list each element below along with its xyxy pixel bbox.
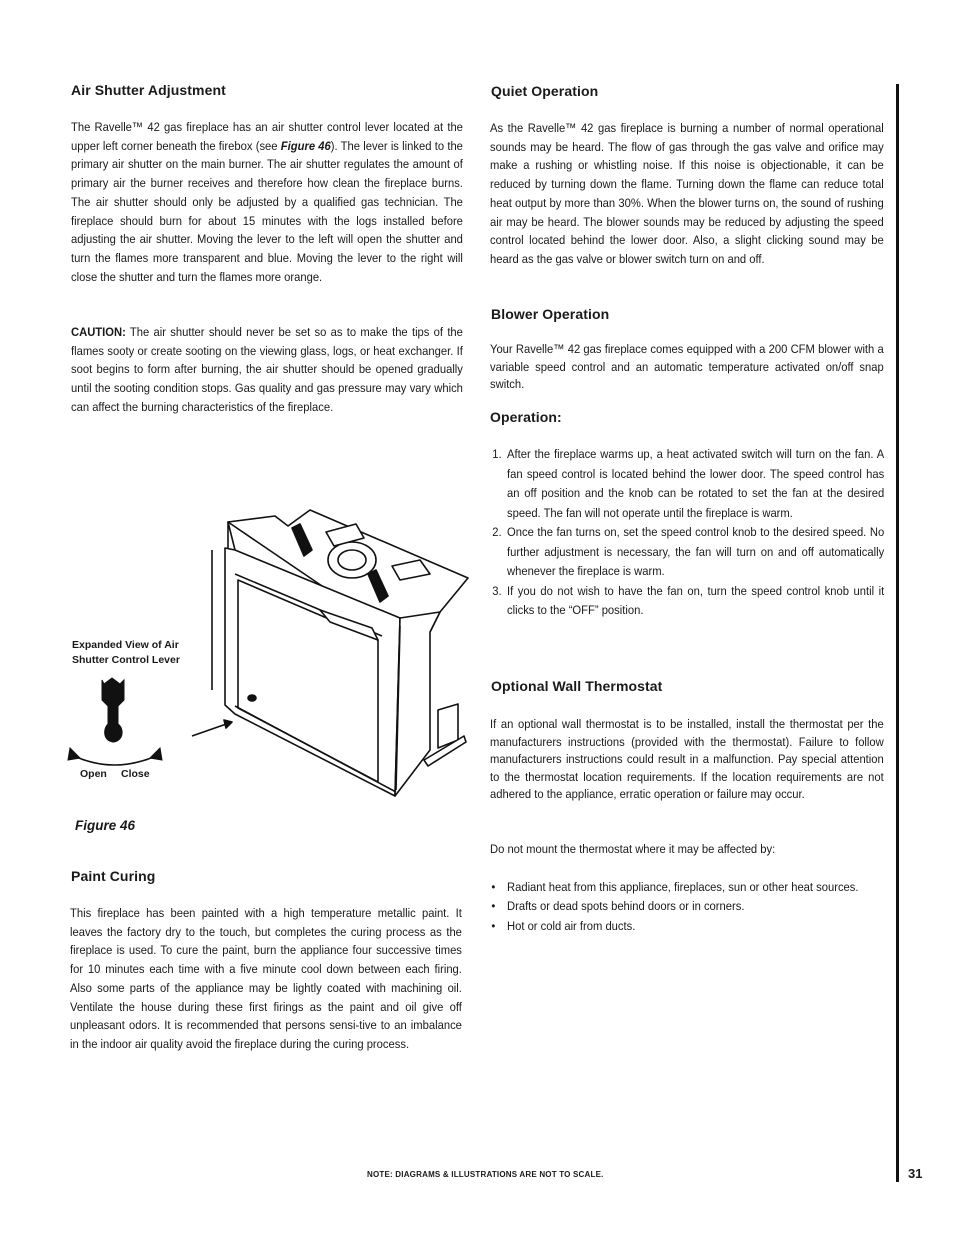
air-shutter-lever-diagram	[64, 676, 174, 768]
air-shutter-heading: Air Shutter Adjustment	[71, 82, 226, 98]
open-arrow-icon	[68, 748, 80, 760]
thermostat-paragraph: If an optional wall thermostat is to be installed, install the thermostat per the manufacturers instructions (provided with the thermostat). Failure to follow manufacturers instructions could result in a malfunction. Pay special attention to the thermostat location requirements. If the location requirements are not adhered to the appliance, erratic operation or failure may occur.	[490, 717, 884, 802]
paint-curing-paragraph: This fireplace has been painted with a high temperature metallic paint. It leaves the factory dry to the touch, but completes the curing process as the fireplace is used. To cure the paint, burn the appliance four successive times for 10 minutes each time with a five minute cool down between each firing. Also some parts of the appliance may be lightly coated with machining oil. Ventilate the house during these first firings as the paint and oil give off unpleasant odors. It is recommended that persons sensi-tive to an imbalance in the indoor air quality avoid the fireplace during the curing process.	[70, 906, 462, 1051]
figure-caption	[72, 638, 180, 667]
thermostat-heading: Optional Wall Thermostat	[491, 678, 663, 694]
footer-note: NOTE: DIAGRAMS & ILLUSTRATIONS ARE NOT TO SCALE.	[367, 1170, 604, 1179]
thermostat-warning-intro: Do not mount the thermostat where it may be affected by:	[490, 842, 776, 856]
figure-caption-line-2: Shutter Control Lever	[72, 653, 180, 666]
fireplace-right-side	[395, 612, 440, 796]
operation-step-1: 1. After the fireplace warms up, a heat activated switch will turn on the fan. A fan speed control is located behind the lower door. The speed control has an off position and the knob can be rotated to set the fan at the desired speed. The fan will not operate until the fireplace is warm.	[492, 447, 885, 520]
thermostat-bullet-1: • Radiant heat from this appliance, fireplaces, sun or other heat sources.	[491, 880, 859, 894]
figure-reference: Figure 46	[280, 138, 331, 153]
thermostat-bullet-3: • Hot or cold air from ducts.	[491, 918, 636, 933]
air-shutter-paragraph	[71, 118, 463, 286]
page-number: 31	[908, 1166, 923, 1181]
close-arrow-icon	[150, 748, 162, 760]
air-shutter-text-end: ). The lever is linked to the primary air shutter on the main burner. The air shutter regulates the amount of primary air the burner receives and therefore how clean the fireplace burns. The air shutter should only be adjusted by a qualified gas technician. The fireplace should burn for about 15 minutes with the logs installed before adjusting the air shutter. Moving the lever to the left will open the shutter and turn the flames more transparent and blue. Moving the lever to the right will close the shutter and turn the flames more orange.	[71, 138, 463, 284]
lever-handle-icon	[102, 678, 124, 742]
caution-paragraph	[71, 323, 463, 417]
thermostat-bullet-2: • Drafts or dead spots behind doors or in corners.	[491, 899, 745, 914]
operation-step-3: 3. If you do not wish to have the fan on, turn the speed control knob until it clicks to the “OFF” position.	[492, 583, 885, 617]
thermostat-bullet-list	[491, 878, 917, 936]
quiet-operation-heading: Quiet Operation	[491, 83, 599, 99]
operation-heading: Operation:	[490, 409, 562, 425]
operation-step-2: 2. Once the fan turns on, set the speed control knob to the desired speed. No further adjustment is necessary, the fan will turn on and off automatically whenever the fireplace is warm.	[492, 525, 885, 578]
air-shutter-text-start: The Ravelle™ 42 gas fireplace has an air shutter control lever located at the upper left corner beneath the firebox (see	[71, 120, 463, 153]
quiet-operation-paragraph: As the Ravelle™ 42 gas fireplace is burning a number of normal operational sounds may be heard. The flow of gas through the gas valve and orifice may make a rushing or whistling noise. If this noise is objectionable, it can be reduced by turning down the flame. Turning down the flame can reduce total heat output by more than 30%. When the blower turns on, the sound of rushing air may be heard. The blower sounds may be reduced by adjusting the speed control located behind the lower door. Also, a slight clicking sound may be heard as the gas valve or blower switch turn on and off.	[490, 121, 884, 266]
close-label: Close	[121, 768, 150, 780]
operation-steps	[492, 445, 917, 621]
blower-operation-paragraph: Your Ravelle™ 42 gas fireplace comes equipped with a 200 CFM blower with a variable speed control and an automatic temperature activated on/off snap switch.	[490, 342, 884, 392]
blower-operation-heading: Blower Operation	[491, 306, 610, 322]
caution-label: CAUTION:	[71, 325, 126, 339]
air-shutter-lever-location	[248, 695, 256, 701]
paint-curing-heading: Paint Curing	[71, 868, 156, 884]
figure-label: Figure 46	[75, 818, 136, 833]
figure-caption-line-1: Expanded View of Air	[72, 639, 179, 651]
page-margin-rule	[896, 84, 899, 1182]
caution-text: The air shutter should never be set so as to make the tips of the flames sooty or create sooting on the viewing glass, logs, or heat exchanger. If soot begins to form after burning, the air shutter should be opened gradually until the sooting condition stops. Gas quality and gas pressure may vary which can affect the burning characteristics of the fireplace.	[71, 325, 463, 414]
open-label: Open	[80, 768, 107, 780]
